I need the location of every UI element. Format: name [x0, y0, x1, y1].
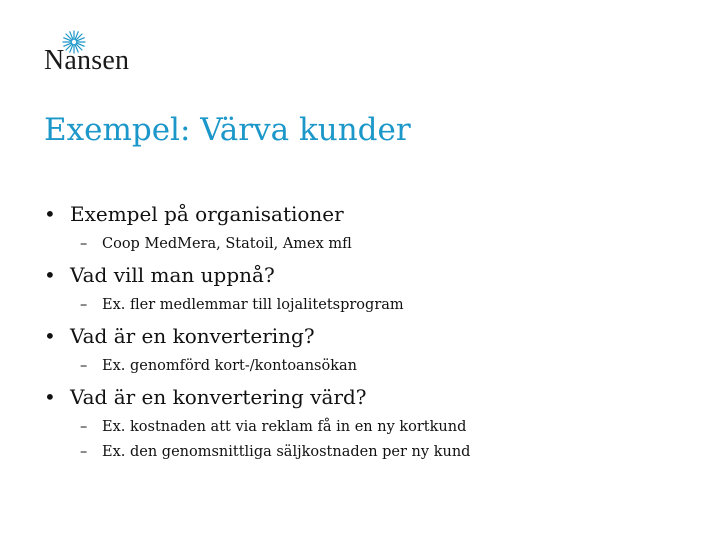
bullet-text: Vad är en konvertering?: [70, 324, 315, 348]
sub-bullet-line: [44, 415, 684, 440]
sub-bullet-text: Ex. genomförd kort-/kontoansökan: [102, 358, 357, 374]
slide-title: Exempel: Värva kunder: [44, 112, 411, 148]
bullet-dot: •: [44, 324, 56, 348]
bullet-line: [44, 318, 684, 354]
sub-bullet-line: [44, 440, 684, 465]
nansen-logo: [44, 30, 164, 80]
sub-bullet-line: [44, 293, 684, 318]
sub-bullet-dash: –: [80, 358, 88, 374]
bullet-text: Vad är en konvertering värd?: [70, 385, 367, 409]
sub-bullet-dash: –: [80, 444, 88, 460]
bullet-line: [44, 196, 684, 232]
sub-bullet-line: [44, 232, 684, 257]
bullet-item: [44, 196, 684, 257]
sub-bullet-text: Coop MedMera, Statoil, Amex mfl: [102, 236, 352, 252]
bullet-dot: •: [44, 385, 56, 409]
sub-bullet-text: Ex. fler medlemmar till lojalitetsprogram: [102, 297, 404, 313]
bullet-line: [44, 379, 684, 415]
bullet-item: [44, 318, 684, 379]
bullet-line: [44, 257, 684, 293]
bullet-text: Vad vill man uppnå?: [70, 263, 275, 287]
sub-bullet-dash: –: [80, 297, 88, 313]
logo-text: Nansen: [44, 45, 130, 76]
sub-bullet-text: Ex. den genomsnittliga säljkostnaden per ny kund: [102, 444, 471, 460]
bullet-item: [44, 257, 684, 318]
sub-bullet-text: Ex. kostnaden att via reklam få in en ny kortkund: [102, 419, 467, 435]
sub-bullet-line: [44, 354, 684, 379]
sub-bullet-dash: –: [80, 236, 88, 252]
bullet-dot: •: [44, 263, 56, 287]
sub-bullet-dash: –: [80, 419, 88, 435]
bullet-list: [44, 196, 684, 465]
bullet-item: [44, 379, 684, 465]
bullet-dot: •: [44, 202, 56, 226]
bullet-text: Exempel på organisationer: [70, 202, 344, 226]
